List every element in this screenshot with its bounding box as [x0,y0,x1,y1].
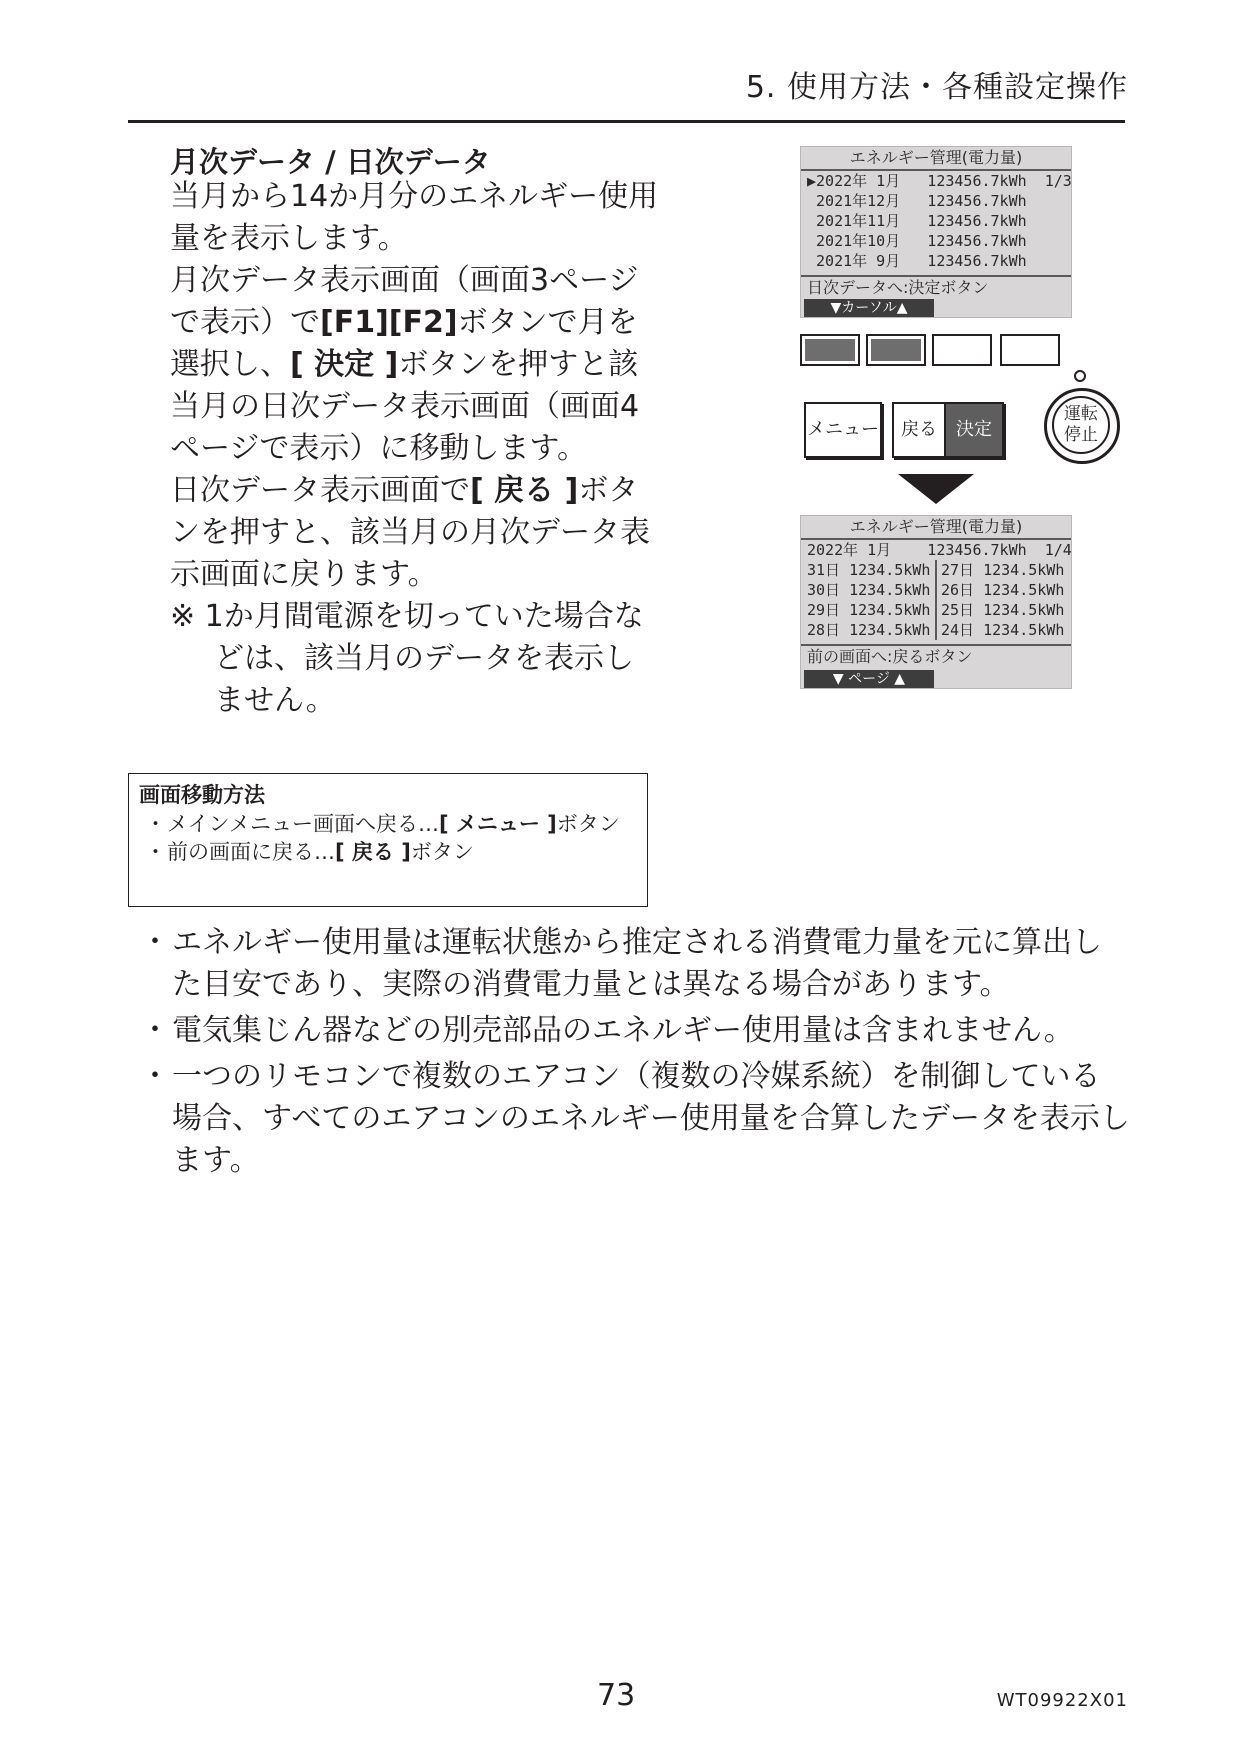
note-text: 電気集じん器などの別売部品のエネルギー使用量は含まれません。 [172,1013,1074,1048]
f2-key[interactable] [866,334,926,366]
arrow-down-icon [898,474,974,504]
note-text: 一つのリモコンで複数のエアコン（複数の冷媒系統）を制御している場合、すべてのエアコンのエネルギー使用量を合算したデータを表示します。 [172,1059,1130,1178]
bullet: ・ [140,925,170,960]
day-row: 29日 1234.5kWh [807,601,931,619]
daily-text-post: ボタンを押すと、該当月の月次データ表示画面に戻ります。 [170,473,650,592]
month-header-row: 2022年 1月 123456.7kWh 1/4 [807,541,1072,559]
nav-item-suffix: ボタン [410,840,474,864]
day-row: 30日 1234.5kWh [807,581,931,599]
note-paragraph: ※ 1か月間電源を切っていた場合などは、該当月のデータを表示しません。 [170,599,644,718]
navigation-title: 画面移動方法 [139,783,265,807]
f2-button-ref: [F2] [388,305,458,340]
back-button[interactable]: 戻る [892,402,946,458]
month-row: 2021年12月 123456.7kWh [807,192,1027,210]
menu-button[interactable]: メニュー [804,402,882,458]
monthly-text-pre: 月次データ表示画面（画面3ページで表示）で [170,263,639,340]
screen-title: エネルギー管理(電力量) [801,516,1071,540]
f1-key[interactable] [800,334,860,366]
stop-label: 停止 [1064,425,1098,445]
f4-key[interactable] [1000,334,1060,366]
back-button-ref: [ 戻る ] [335,840,411,864]
run-indicator-lamp [1074,370,1086,382]
f3-key[interactable] [932,334,992,366]
nav-item-text: メインメニュー画面へ戻る… [167,812,439,836]
menu-button-ref: [ メニュー ] [438,812,557,836]
page-number: 73 [597,1678,636,1713]
monthly-text-mid: ボタンで月を選択し、 [170,305,638,382]
note-item [140,922,1130,1006]
monthly-data-screen [800,146,1072,318]
day-row: 31日 1234.5kWh [807,561,931,579]
daily-data-screen [800,515,1072,689]
note-item [140,1010,1130,1052]
cursor-bar: ▼カーソル▲ [804,299,934,317]
daily-paragraph [170,470,660,596]
note-item [140,1056,1130,1182]
notes-list [140,922,1130,1186]
section-title: 月次データ / 日次データ [170,145,491,179]
nav-item-suffix: ボタン [556,812,620,836]
month-row: ▶2022年 1月 123456.7kWh 1/3 [807,172,1072,190]
nav-item-back [139,838,637,866]
page-bar: ▼ ページ ▲ [804,670,934,688]
chapter-title: 5. 使用方法・各種設定操作 [745,70,1128,105]
f2-key-fill [871,339,921,361]
daily-grid [801,560,1071,640]
note-text: エネルギー使用量は運転状態から推定される消費電力量を元に算出した目安であり、実際の消費電力量とは異なる場合があります。 [172,925,1102,1002]
screen-title: エネルギー管理(電力量) [801,147,1071,171]
navigation-box [128,773,648,907]
back-button-ref: [ 戻る ] [470,473,579,508]
section-body [170,176,660,722]
bullet: ・ [145,812,166,836]
day-row: 28日 1234.5kWh [807,621,931,639]
intro-paragraph: 当月から14か月分のエネルギー使用量を表示します。 [170,179,659,256]
bullet: ・ [140,1013,170,1048]
header-divider [128,120,1125,123]
bullet: ・ [145,840,166,864]
nav-item-menu [139,810,637,838]
month-row: 2021年11月 123456.7kWh [807,212,1027,230]
run-stop-label [1052,396,1110,454]
day-row: 25日 1234.5kWh [941,601,1065,619]
bullet: ・ [140,1059,170,1094]
run-label: 運転 [1064,404,1098,424]
document-code: WT09922X01 [996,1690,1128,1711]
screen-footer: 前の画面へ:戻るボタン [807,647,973,666]
daily-text-pre: 日次データ表示画面で [170,473,470,508]
nav-item-text: 前の画面に戻る… [167,840,335,864]
day-row: 26日 1234.5kWh [941,581,1065,599]
daily-column-left [807,560,935,640]
ok-button-ref: [ 決定 ] [290,347,399,382]
screen-footer: 日次データへ:決定ボタン [807,278,989,297]
monthly-text-post: ボタンを押すと該当月の日次データ表示画面（画面4ページで表示）に移動します。 [170,347,640,466]
run-stop-button[interactable] [1044,388,1120,464]
ok-button[interactable]: 決定 [944,402,1004,458]
daily-column-right [935,560,1069,640]
month-row: 2021年10月 123456.7kWh [807,232,1027,250]
month-row: 2021年 9月 123456.7kWh [807,252,1027,270]
day-row: 24日 1234.5kWh [941,621,1065,639]
f1-button-ref: [F1] [320,305,389,340]
day-row: 27日 1234.5kWh [941,561,1065,579]
monthly-paragraph [170,260,660,470]
f1-key-fill [805,339,855,361]
